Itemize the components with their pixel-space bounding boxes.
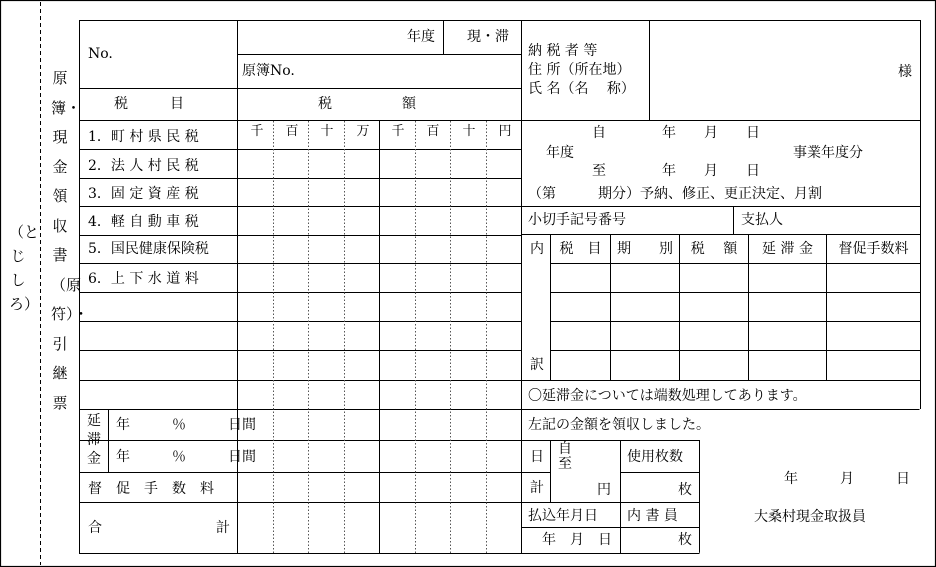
check-number-label: 小切手記号番号	[528, 212, 626, 228]
tax-amount-header: 税 額	[318, 96, 416, 112]
breakdown-uchi: 内	[530, 241, 544, 257]
number-label: No.	[88, 46, 113, 62]
tax-item-1: 1．町 村 県 民 税	[88, 129, 199, 145]
tax-item-3: 3．固 定 資 産 税	[88, 186, 199, 202]
digit-sen2: 千	[391, 124, 405, 139]
check-payer-label: 支払人	[741, 212, 783, 228]
fiscal-year-label: 年度	[407, 29, 435, 45]
breakdown-col-period: 期 別	[617, 241, 673, 257]
breakdown-col-late-fee: 延 滞 金	[762, 241, 813, 257]
digit-hyaku1: 百	[285, 124, 299, 139]
digit-hyaku2: 百	[426, 124, 440, 139]
reminder-fee-label: 督 促 手 数 料	[88, 481, 214, 497]
side-title: 原簿・現金領収書（原符）・引継票	[51, 69, 89, 412]
late-fee-label: 延滞金	[87, 413, 101, 467]
breakdown-wake: 訳	[530, 357, 544, 373]
current-overdue-label: 現・滞	[467, 29, 509, 45]
tax-item-header: 税 目	[114, 96, 184, 112]
rounding-note: 〇延滞金については端数処理してあります。	[528, 388, 807, 404]
receipt-from-label: 自	[558, 441, 572, 457]
payment-date-label: 払込年月日	[528, 508, 598, 524]
late-fee-row-1: 年 ％ 日間	[116, 417, 256, 433]
used-sheets-label: 使用枚数	[627, 449, 683, 465]
digit-man: 万	[356, 124, 370, 139]
payer-address-label: 納 税 者 等 住 所（所在地） 氏 名（名 称）	[528, 43, 635, 97]
period-from: 自 年 月 日	[592, 125, 760, 141]
cash-clerk-label: 大桑村現金取扱員	[754, 509, 866, 525]
tax-item-6: 6．上 下 水 道 料	[88, 271, 199, 287]
sheets-unit-1: 枚	[678, 482, 692, 498]
business-year-label: 事業年度分	[793, 145, 863, 161]
digit-juu1: 十	[320, 124, 334, 139]
honorific-sama: 様	[898, 64, 912, 80]
inner-clerk-label: 内 書 員	[627, 508, 678, 524]
receipt-to-label: 至	[558, 456, 572, 472]
receipt-day-label: 日	[530, 449, 544, 465]
digit-juu2: 十	[462, 124, 476, 139]
late-fee-row-2: 年 ％ 日間	[116, 449, 256, 465]
period-to: 至 年 月 日	[592, 163, 760, 179]
receipt-yen-label: 円	[597, 482, 611, 498]
payment-ymd-label: 年 月 日	[542, 532, 612, 548]
binding-margin-label: （とじしろ）	[9, 223, 40, 313]
breakdown-col-reminder-fee: 督促手数料	[838, 241, 909, 257]
receipt-total-label: 計	[530, 480, 544, 496]
total-label-a: 合	[88, 520, 102, 536]
period-fiscal-year: 年度	[546, 145, 574, 161]
tax-item-4: 4．軽 自 動 車 税	[88, 214, 199, 230]
digit-sen1: 千	[250, 124, 264, 139]
digit-en: 円	[498, 124, 512, 139]
ledger-number-label: 原簿No.	[242, 63, 295, 79]
breakdown-col-tax-item: 税 目	[559, 241, 602, 257]
breakdown-col-amount: 税 額	[690, 241, 738, 257]
tax-item-5: 5．国民健康保険税	[88, 241, 209, 257]
received-statement: 左記の金額を領収しました。	[528, 417, 710, 433]
tax-item-2: 2．法 人 村 民 税	[88, 158, 199, 174]
total-label-b: 計	[216, 520, 230, 536]
sheets-unit-2: 枚	[678, 532, 692, 548]
receipt-date: 年 月 日	[784, 471, 910, 487]
installment-type-label: （第 期分）予納、修正、更正決定、月割	[528, 186, 822, 202]
